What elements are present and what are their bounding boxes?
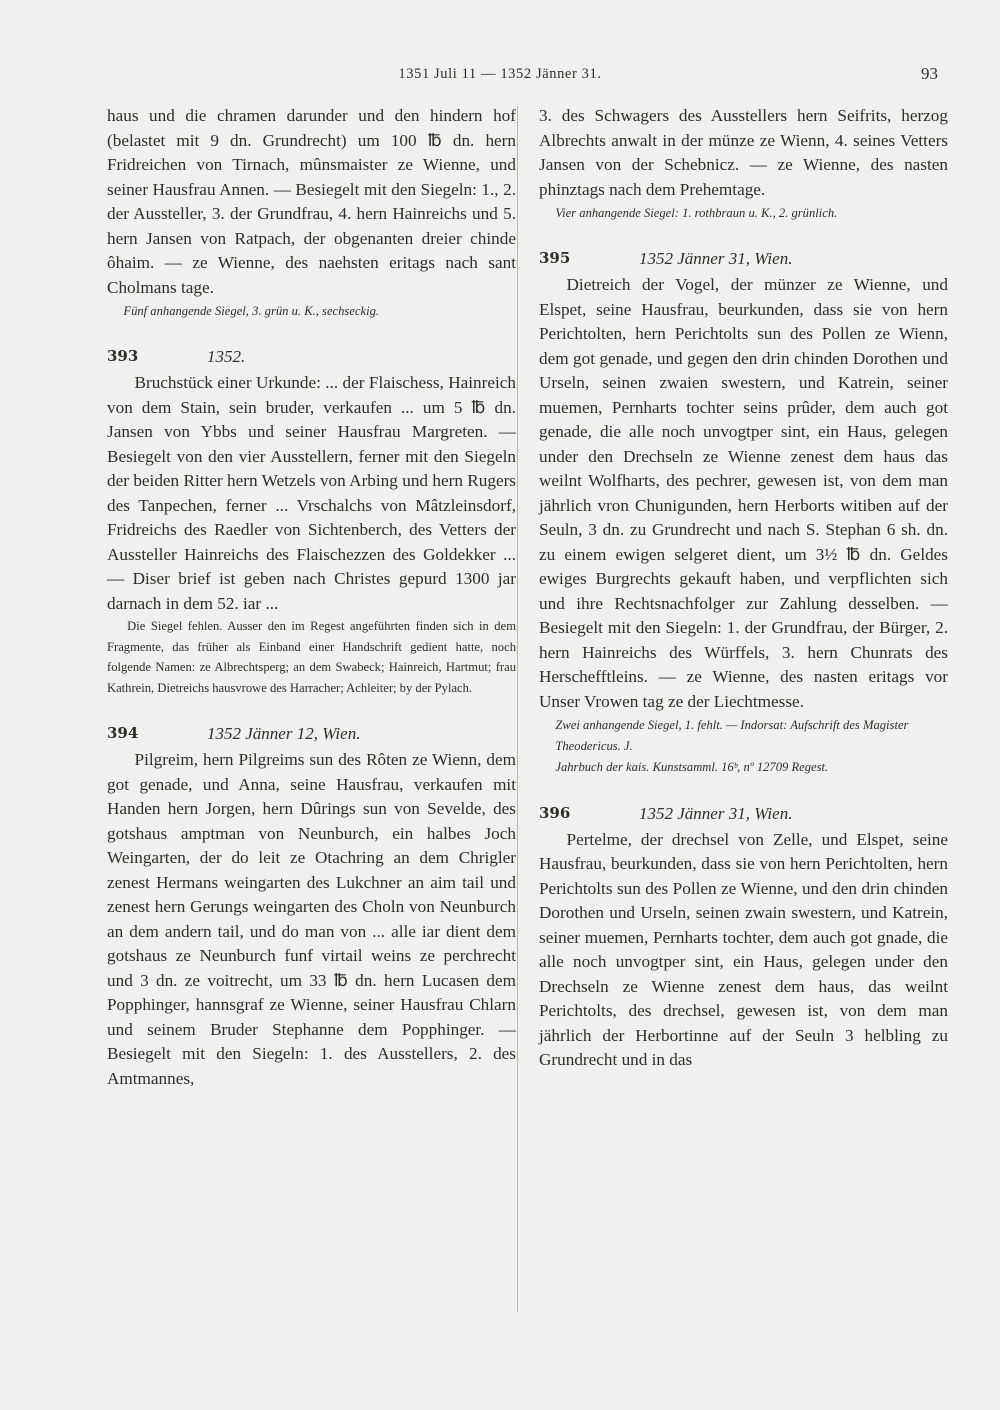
- seal-note: Vier anhangende Siegel: 1. rothbraun u. K., 2. grünlich.: [555, 206, 838, 220]
- entry-text-396: Pertelme, der drechsel von Zelle, und Elspet, seine Hausfrau, beurkunden, dass sie von hern Perichtolten, hern Perichtolts sun des Pollen ze Wienne, und den drin chinden Dorothen und Urseln, seinen zwain swestern, und Katrein, seiner muemen, Pernharts tochter, dem auch got gnade, die alle noch unvogtper sint, ein Haus, gelegen under den Drechseln ze Wienne zenest dem haus, das weilnt Perichtolts, des drechsel, gewesen ist, von dem man jährlich der Herbortinne auf der Seuln 3 helbling zu Grundrecht und in das: [539, 829, 948, 1070]
- entry-text-394: Pilgreim, hern Pilgreims sun des Rôten ze Wienn, dem got genade, und Anna, seine Hausfrau, verkaufen mit Handen hern Jorgen, hern Dûrings sun von Sevelde, des gotshaus amptman von Neunburch, ein halbes Joch Weingarten, der do leit ze Otachring an dem Chrigler zenest Hermans weingarten des Lukchner an aim tail und zenest hern Gerungs weingarten des Choln von Neunburch an dem andern tail, und do man von ... alle iar dient dem gotshaus ze Neunburch funf virtail weins ze perchrecht und 3 dn. ze voitrecht, um 33 ℔ dn. hern Lucasen dem Popphinger, hannsgraf ze Wienne, seiner Hausfrau Chlarn und seinem Bruder Stephanne dem Popphinger. — Besiegelt mit den Siegeln: 1. des Ausstellers, 2. des Amtmannes,: [107, 750, 516, 1088]
- entry-note-393: Die Siegel fehlen. Ausser den im Regest angeführten finden sich in dem Fragmente, das früher als Einband einer Handschrift gedient hatte, noch folgende Namen: ze Albrechtsperg; an dem Swabeck; Hainreich, Hartmut; frau Kathrein, Dietreichs hausvrowe des Harracher; Achleiter; by der Pylach.: [107, 619, 516, 695]
- continuation-text: haus und die chramen darunder und den hindern hof (belastet mit 9 dn. Grundrecht) um 100 ℔ dn. hern Fridreichen von Tirnach, mûnsmaister ze Wienne, und seiner Hausfrau Annen. — Besiegelt mit den Siegeln: 1., 2. der Aussteller, 3. der Grundfrau, 4. hern Hainreichs und 5. hern Jansen von Ratpach, der obgenanten dreier chinde ôhaim. — ze Wienne, des naehsten eritags nach sant Cholmans tage.: [107, 106, 516, 297]
- page-number: 93: [921, 64, 938, 83]
- entry-heading-393: [107, 347, 516, 371]
- entry-heading-394: [107, 724, 516, 748]
- entry-date: 1352.: [207, 347, 246, 367]
- entry-date: 1352 Jänner 31, Wien.: [639, 249, 793, 269]
- entry-date: 1352 Jänner 31, Wien.: [639, 803, 793, 823]
- left-column: [107, 104, 516, 1091]
- column-divider: [517, 106, 518, 1312]
- entry-number: 393: [107, 347, 139, 366]
- seal-note: Fünf anhangende Siegel, 3. grün u. K., sechseckig.: [123, 304, 380, 318]
- running-title: 1351 Juli 11 — 1352 Jänner 31.: [398, 66, 602, 82]
- entry-number: 394: [107, 724, 139, 743]
- entry-heading-396: [539, 804, 948, 828]
- entry-text-395: Dietreich der Vogel, der münzer ze Wienne, und Elspet, seine Hausfrau, beurkunden, dass sie von hern Perichtolten, hern Perichtolts sun des Pollen ze Wienn, dem got genade, und gegen den drin chinden Dorothen und Urseln, seinen zwaien swestern, und Katrein, seiner muemen, Pernharts tochter seins prûder, dem auch got genade, die alle noch unvogtper sint, ein Haus, gelegen under den Drechseln ze Wienne zenest dem haus das weilnt Wolfharts, des pechrer, gewesen ist, von dem man jährlich vron Chunigunden, hern Herborts witiben auf der Seuln, 3 dn. zu Grundrecht und nach S. Stephan 6 sh. dn. zu einem ewigen selgeret dient, um 3½ ℔ dn. Geldes ewiges Burgrechts gekauft haben, und verpflichten sich und ihre Rechtsnachfolger zur Zahlung desselben. — Besiegelt mit den Siegeln: 1. der Grundfrau, der Bürger, 2. hern Hainreichs des Würffels, 3. hern Chunrats des Herschefftleins. — ze Wienne, des nasten eritags vor Unser Vrowen tag ze der Liechtmesse.: [539, 275, 948, 711]
- continuation-text: 3. des Schwagers des Ausstellers hern Seifrits, herzog Albrechts anwalt in der münze ze Wienn, 4. seines Vetters Jansen von der Schebnicz. — ze Wienne, des nasten phinztags nach dem Prehemtage.: [539, 106, 948, 199]
- entry-text-393: Bruchstück einer Urkunde: ... der Flaischess, Hainreich von dem Stain, sein bruder, verkaufen ... um 5 ℔ dn. Jansen von Ybbs und seiner Hausfrau Margreten. — Besiegelt von den vier Ausstellern, ferner mit den Siegeln der beiden Ritter hern Wetzels von Arbing und hern Rugers des Tanpechen, ferner ... Vrschalchs von Mâtzleinsdorf, Fridreichs des Raedler von Sichtenberch, des Vetters der Aussteller Hainreichs des Flaischezzen des Goldekker ... — Diser brief ist geben nach Christes gepurd 1300 jar darnach in dem 52. iar ...: [107, 373, 516, 613]
- page-header: [0, 62, 1000, 88]
- entry-number: 395: [539, 249, 571, 268]
- entry-heading-395: [539, 249, 948, 273]
- entry-note-395-a: Zwei anhangende Siegel, 1. fehlt. — Indorsat: Aufschrift des Magister Theodericus. J.: [555, 718, 909, 753]
- entry-number: 396: [539, 803, 571, 822]
- entry-date: 1352 Jänner 12, Wien.: [207, 724, 361, 744]
- entry-note-395-b: Jahrbuch der kais. Kunstsamml. 16ᵇ, nº 12709 Regest.: [555, 760, 829, 775]
- right-column: [539, 104, 948, 1073]
